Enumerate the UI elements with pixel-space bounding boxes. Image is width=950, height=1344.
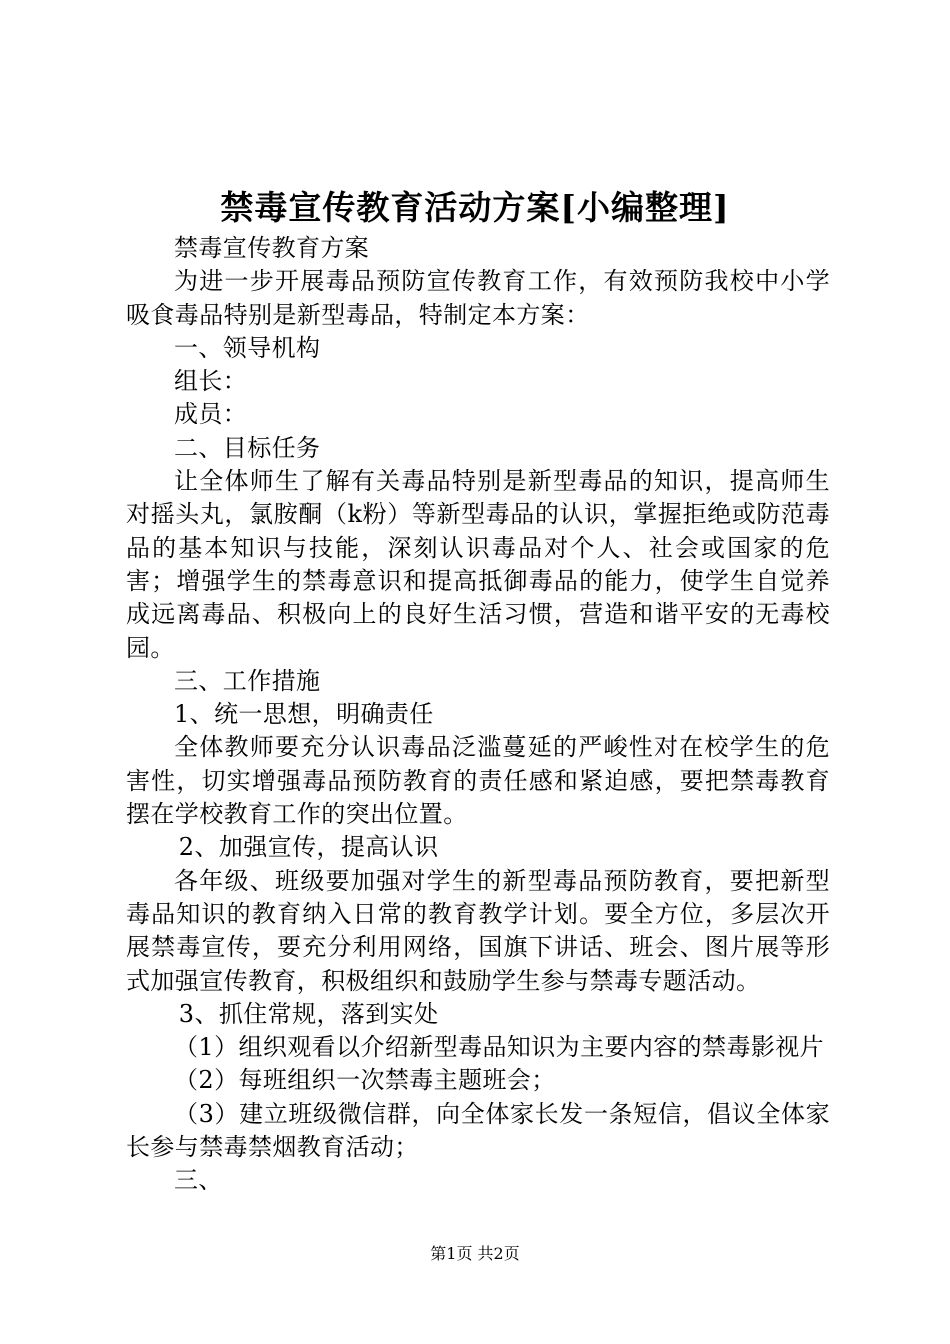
section-heading-measures: 三、工作措施	[174, 666, 321, 695]
section-heading-leadership: 一、领导机构	[174, 333, 321, 362]
measure-3-heading: 3、抓住常规，落到实处	[178, 999, 439, 1028]
section-heading-goals: 二、目标任务	[174, 433, 321, 462]
intro-paragraph: 为进一步开展毒品预防宣传教育工作，有效预防我校中小学吸食毒品特别是新型毒品，特制定本方案：	[126, 267, 830, 329]
measure-1-heading: 1、统一思想，明确责任	[174, 700, 434, 729]
plan-heading: 禁毒宣传教育方案	[174, 234, 370, 262]
page-footer: 第1页 共2页	[430, 1244, 520, 1263]
measure-3-item-1: （1）组织观看以介绍新型毒品知识为主要内容的禁毒影视片	[174, 1033, 825, 1062]
measure-2-heading: 2、加强宣传，提高认识	[178, 833, 439, 862]
document-title: 禁毒宣传教育活动方案[小编整理]	[220, 188, 730, 227]
measure-2-paragraph: 各年级、班级要加强对学生的新型毒品预防教育，要把新型毒品知识的教育纳入日常的教育教学计划。要全方位，多层次开展禁毒宣传，要充分利用网络，国旗下讲话、班会、图片展等形式加强宣传教育，积极组织和鼓励学生参与禁毒专题活动。	[126, 866, 830, 995]
measure-1-paragraph: 全体教师要充分认识毒品泛滥蔓延的严峻性对在校学生的危害性，切实增强毒品预防教育的责任感和紧迫感，要把禁毒教育摆在学校教育工作的突出位置。	[126, 733, 830, 829]
measure-3-item-3: （3）建立班级微信群，向全体家长发一条短信，倡议全体家长参与禁毒禁烟教育活动；	[126, 1099, 830, 1162]
leader-line: 组长：	[174, 367, 248, 396]
members-line: 成员：	[174, 400, 248, 429]
section-heading-third: 三、	[174, 1166, 223, 1195]
goals-paragraph: 让全体师生了解有关毒品特别是新型毒品的知识，提高师生对摇头丸，氯胺酮（k粉）等新型毒品的认识，掌握拒绝或防范毒品的基本知识与技能，深刻认识毒品对个人、社会或国家的危害；增强学生的禁毒意识和提高抵御毒品的能力，使学生自觉养成远离毒品、积极向上的良好生活习惯，营造和谐平安的无毒校园。	[126, 467, 830, 662]
document-body	[126, 232, 830, 1198]
measure-3-item-2: （2）每班组织一次禁毒主题班会；	[174, 1066, 556, 1095]
